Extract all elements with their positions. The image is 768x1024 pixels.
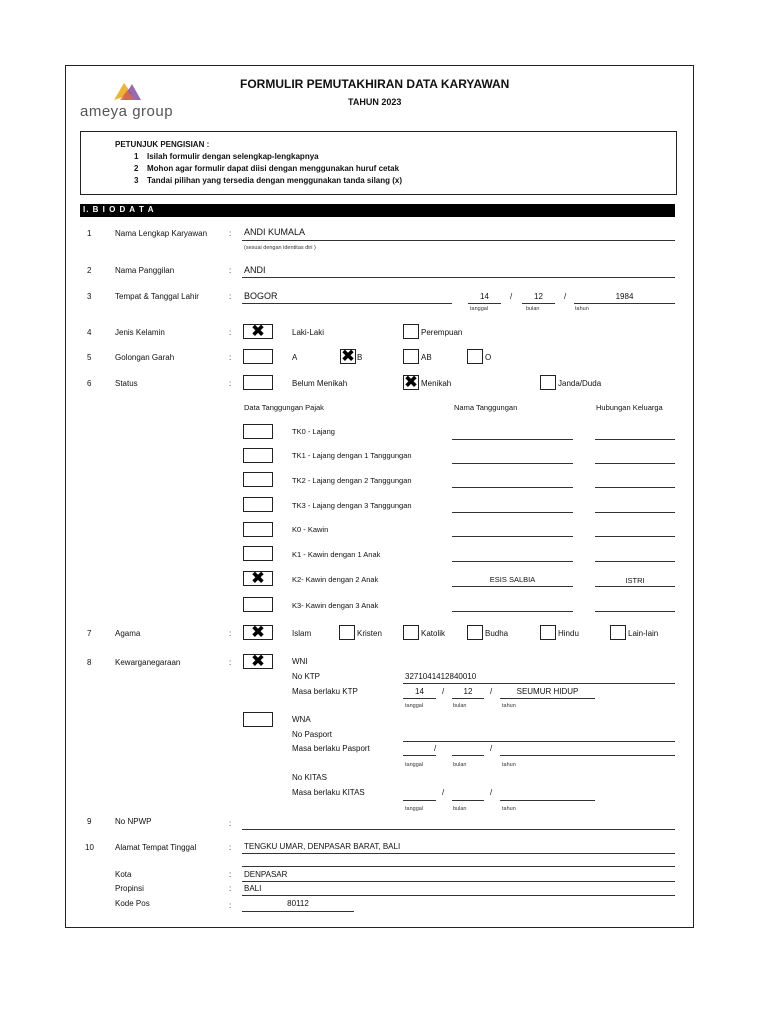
k3-checkbox[interactable] [243, 597, 273, 612]
ktp-tahun: tahun [502, 703, 516, 709]
k2-rel[interactable]: ISTRI [625, 576, 645, 585]
ktp-slash-2: / [490, 687, 493, 696]
ktp-bulan: bulan [453, 703, 467, 709]
ktp-line [403, 683, 675, 684]
tk0-name-line [452, 439, 573, 440]
f2-colon: : [229, 266, 232, 275]
kitas-month-line [452, 800, 484, 801]
k0-name-line [452, 536, 573, 537]
f3-tahun: tahun [575, 306, 589, 312]
birth-month-field[interactable]: 12 [534, 292, 543, 301]
dependents-col-name: Nama Tanggungan [454, 403, 518, 412]
brand-name: ameya group [80, 103, 174, 120]
kota-top-line [242, 866, 675, 867]
tk1-checkbox[interactable] [243, 448, 273, 463]
birth-year-line [574, 303, 675, 304]
f9-colon: : [229, 819, 232, 828]
f7-label: Agama [115, 629, 141, 638]
ktp-valid-day-field[interactable]: 14 [415, 687, 424, 696]
blood-ab-checkbox[interactable] [403, 349, 419, 364]
passport-label: No Pasport [292, 730, 333, 739]
kitas-slash-1: / [442, 788, 445, 797]
tk2-label: TK2 - Lajang dengan 2 Tanggungan [292, 476, 412, 485]
f1-colon: : [229, 229, 232, 238]
k2-name-line [452, 586, 573, 587]
dependents-col-relation: Hubungan Keluarga [596, 403, 663, 412]
single-checkbox[interactable] [243, 375, 273, 390]
widowed-checkbox[interactable] [540, 375, 556, 390]
f3-num: 3 [87, 292, 92, 301]
f6-label: Status [115, 379, 138, 388]
ktp-number-field[interactable]: 3271041412840010 [405, 672, 477, 681]
address-line [242, 853, 675, 854]
widowed-label: Janda/Duda [558, 379, 602, 388]
wni-label: WNI [292, 657, 308, 666]
f10-colon: : [229, 843, 232, 852]
f7-colon: : [229, 629, 232, 638]
ktp-label: No KTP [292, 672, 321, 681]
islam-label: Islam [292, 629, 312, 638]
instruction-2-num: 2 [134, 164, 139, 173]
ktp-valid-month-field[interactable]: 12 [463, 687, 473, 696]
passport-bulan: bulan [453, 762, 467, 768]
form-title: FORMULIR PEMUTAKHIRAN DATA KARYAWAN [240, 77, 510, 91]
kitas-bulan: bulan [453, 806, 467, 812]
k3-rel-line [595, 611, 675, 612]
f2-label: Nama Panggilan [115, 266, 175, 275]
kitas-tahun: tahun [502, 806, 516, 812]
tk0-checkbox[interactable] [243, 424, 273, 439]
f3-place-line [242, 303, 452, 304]
tk1-label: TK1 - Lajang dengan 1 Tanggungan [292, 451, 412, 460]
address-field[interactable]: TENGKU UMAR, DENPASAR BARAT, BALI [244, 842, 401, 851]
kota-colon: : [229, 870, 232, 879]
budha-label: Budha [485, 629, 509, 638]
tk3-rel-line [595, 512, 675, 513]
f5-colon: : [229, 353, 232, 362]
birth-year-field[interactable]: 1984 [615, 292, 634, 301]
passport-valid-label: Masa berlaku Pasport [292, 744, 370, 753]
f10-num: 10 [85, 843, 94, 852]
tk0-label: TK0 - Lajang [292, 427, 335, 436]
blood-a-checkbox[interactable] [243, 349, 273, 364]
female-checkbox[interactable] [403, 324, 419, 339]
blood-b-checkbox[interactable] [340, 346, 356, 366]
kristen-label: Kristen [357, 629, 382, 638]
married-label: Menikah [421, 379, 452, 388]
pos-colon: : [229, 901, 232, 910]
passport-day-line [403, 755, 436, 756]
ktp-valid-label: Masa berlaku KTP [292, 687, 358, 696]
instruction-2-text: Mohon agar formulir dapat diisi dengan menggunakan huruf cetak [147, 164, 400, 173]
k2-checkbox[interactable] [243, 568, 273, 588]
blood-o-checkbox[interactable] [467, 349, 483, 364]
f3-bulan: bulan [526, 306, 540, 312]
f10-label: Alamat Tempat Tinggal [115, 843, 197, 852]
f1-num: 1 [87, 229, 92, 238]
f3-tanggal: tanggal [470, 306, 489, 312]
f3-colon: : [229, 292, 232, 301]
budha-checkbox[interactable] [467, 625, 483, 640]
k1-name-line [452, 561, 573, 562]
dependents-col-tax: Data Tanggungan Pajak [244, 403, 324, 412]
instruction-1-num: 1 [134, 152, 139, 161]
kota-line [242, 881, 675, 882]
f8-label: Kewarganegaraan [115, 658, 181, 667]
ktp-tanggal: tanggal [405, 703, 424, 709]
section-title: I. B I O D A T A [83, 205, 155, 214]
single-label: Belum Menikah [292, 379, 348, 388]
postal-code-field[interactable]: 80112 [287, 899, 309, 908]
f8-colon: : [229, 658, 232, 667]
blood-a-label: A [292, 353, 298, 362]
wni-check-mark: ✖ [250, 651, 266, 671]
city-field[interactable]: DENPASAR [244, 870, 288, 879]
passport-slash-1: / [434, 744, 437, 753]
ameya-logo-icon [110, 80, 144, 104]
f1-line [242, 240, 675, 241]
f6-num: 6 [87, 379, 92, 388]
instructions-title: PETUNJUK PENGISIAN : [115, 140, 210, 149]
k1-rel-line [595, 561, 675, 562]
f5-num: 5 [87, 353, 92, 362]
katolik-label: Katolik [421, 629, 446, 638]
blood-ab-label: AB [421, 353, 432, 362]
section-header [80, 204, 675, 217]
ktp-month-line [452, 698, 484, 699]
passport-slash-2: / [490, 744, 493, 753]
f1-note: (sesuai dengan identitas diri ) [244, 245, 316, 251]
k1-label: K1 - Kawin dengan 1 Anak [292, 550, 381, 559]
f3-slash-2: / [564, 292, 567, 301]
tk2-checkbox[interactable] [243, 472, 273, 487]
province-field[interactable]: BALI [244, 884, 262, 893]
married-check-mark: ✖ [403, 372, 419, 392]
instruction-1-text: Isilah formulir dengan selengkap-lengkapnya [147, 152, 319, 161]
birth-day-line [468, 303, 501, 304]
f4-colon: : [229, 328, 232, 337]
passport-tahun: tahun [502, 762, 516, 768]
instruction-3-text: Tandai pilihan yang tersedia dengan menggunakan tanda silang (x) [147, 176, 403, 185]
f9-num: 9 [87, 817, 92, 826]
k3-label: K3- Kawin dengan 3 Anak [292, 601, 379, 610]
passport-month-line [452, 755, 484, 756]
k2-label: K2- Kawin dengan 2 Anak [292, 575, 379, 584]
f7-num: 7 [87, 629, 92, 638]
tk3-checkbox[interactable] [243, 497, 273, 512]
full-name-field[interactable]: ANDI KUMALA [244, 227, 306, 237]
blood-o-label: O [485, 353, 492, 362]
tk3-name-line [452, 512, 573, 513]
k0-rel-line [595, 536, 675, 537]
ktp-valid-year-field[interactable]: SEUMUR HIDUP [516, 687, 579, 696]
kitas-tanggal: tanggal [405, 806, 424, 812]
pos-label: Kode Pos [115, 899, 150, 908]
kitas-label: No KITAS [292, 773, 327, 782]
wna-checkbox[interactable] [243, 712, 273, 727]
hindu-checkbox[interactable] [540, 625, 556, 640]
k0-checkbox[interactable] [243, 522, 273, 537]
islam-check-mark: ✖ [250, 622, 266, 642]
f2-num: 2 [87, 266, 92, 275]
wni-checkbox[interactable] [243, 651, 273, 671]
kota-label: Kota [115, 870, 132, 879]
male-label: Laki-Laki [292, 328, 325, 337]
npwp-line [242, 829, 675, 830]
ktp-day-line [403, 698, 436, 699]
male-checkbox[interactable] [243, 321, 273, 341]
ktp-slash-1: / [442, 687, 445, 696]
f5-label: Golongan Garah [115, 353, 175, 362]
form-year: TAHUN 2023 [348, 97, 402, 107]
f8-num: 8 [87, 658, 92, 667]
k2-name[interactable]: ESIS SALBIA [489, 575, 536, 584]
wna-label: WNA [292, 715, 311, 724]
birth-day-field[interactable]: 14 [480, 292, 489, 301]
f6-colon: : [229, 379, 232, 388]
blood-b-check-mark: ✖ [340, 346, 356, 366]
f3-label: Tempat & Tanggal Lahir [115, 292, 199, 301]
kitas-day-line [403, 800, 436, 801]
lainlain-label: Lain-lain [628, 629, 659, 638]
tk3-label: TK3 - Lajang dengan 3 Tanggungan [292, 501, 412, 510]
female-label: Perempuan [421, 328, 463, 337]
katolik-checkbox[interactable] [403, 625, 419, 640]
k2-check-mark: ✖ [250, 568, 266, 588]
birthplace-field[interactable]: BOGOR [244, 291, 278, 301]
prov-label: Propinsi [115, 884, 144, 893]
kitas-slash-2: / [490, 788, 493, 797]
tk1-rel-line [595, 463, 675, 464]
f4-num: 4 [87, 328, 92, 337]
k1-checkbox[interactable] [243, 546, 273, 561]
tk1-name-line [452, 463, 573, 464]
kitas-valid-label: Masa berlaku KITAS [292, 788, 365, 797]
f3-slash-1: / [510, 292, 513, 301]
k2-rel-line [595, 586, 675, 587]
tk2-rel-line [595, 487, 675, 488]
instruction-3-num: 3 [134, 176, 139, 185]
prov-colon: : [229, 884, 232, 893]
married-checkbox[interactable] [403, 372, 419, 392]
blood-b-label: B [357, 353, 363, 362]
nickname-field[interactable]: ANDI [244, 265, 266, 275]
f1-label: Nama Lengkap Karyawan [115, 229, 208, 238]
f9-label: No NPWP [115, 817, 152, 826]
prov-line [242, 895, 675, 896]
birth-month-line [522, 303, 555, 304]
tk0-rel-line [595, 439, 675, 440]
ktp-year-line [500, 698, 595, 699]
pos-line [242, 911, 354, 912]
tk2-name-line [452, 487, 573, 488]
hindu-label: Hindu [558, 629, 579, 638]
kitas-year-line [500, 800, 595, 801]
f2-line [242, 277, 675, 278]
passport-tanggal: tanggal [405, 762, 424, 768]
k3-name-line [452, 611, 573, 612]
k0-label: K0 - Kawin [292, 525, 329, 534]
passport-line [403, 741, 675, 742]
male-check-mark: ✖ [250, 321, 266, 341]
passport-year-line [500, 755, 675, 756]
kristen-checkbox[interactable] [339, 625, 355, 640]
islam-checkbox[interactable] [243, 622, 273, 642]
lainlain-checkbox[interactable] [610, 625, 626, 640]
f4-label: Jenis Kelamin [115, 328, 165, 337]
